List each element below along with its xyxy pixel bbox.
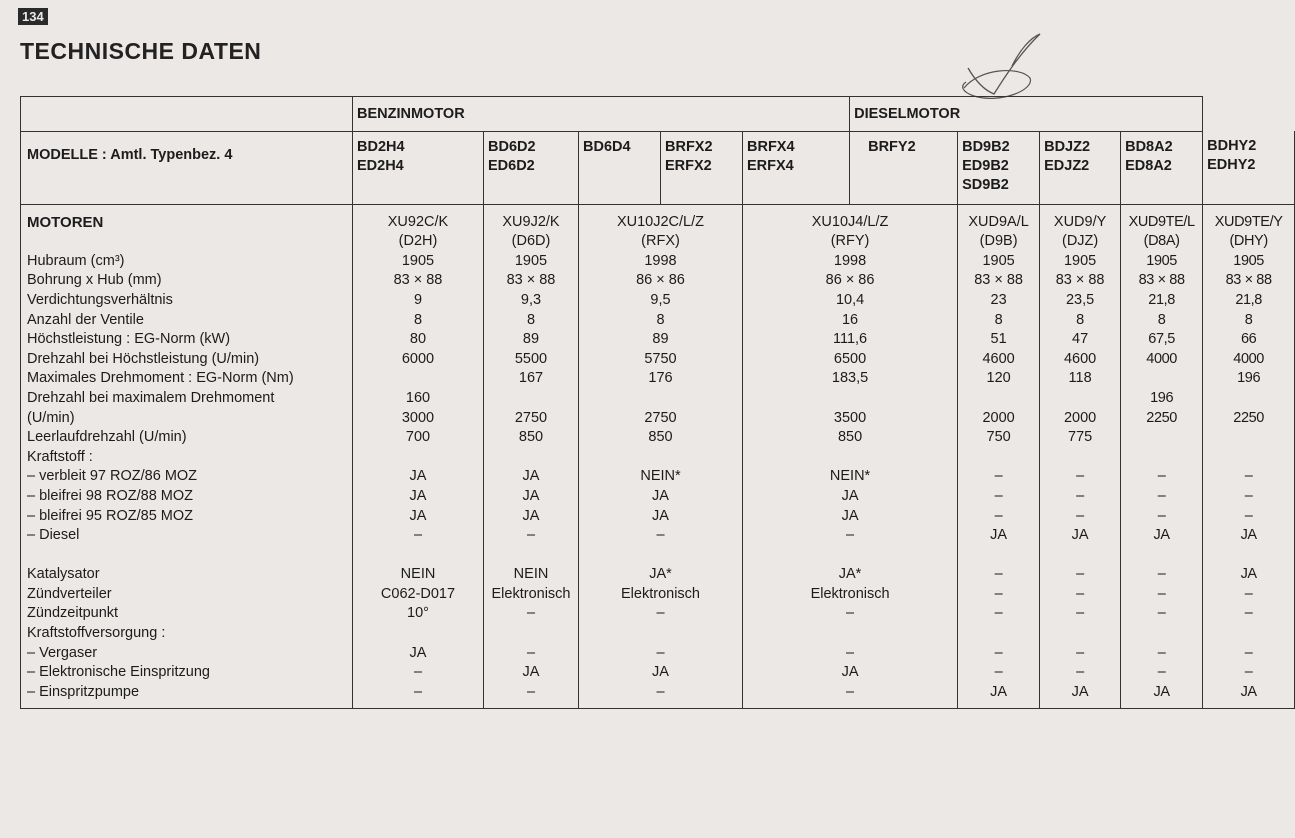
value-cell: JA [1071,527,1089,544]
value-cell: – [656,527,665,544]
value-cell: – [1244,487,1253,504]
row-label: Kraftstoffversorgung : [27,625,166,642]
row-label: Drehzahl bei maximalem Drehmoment [27,389,275,406]
value-cell [1040,624,1120,644]
value-cell: 16 [841,311,859,328]
value-cell: (D6D) [511,233,551,250]
value-cell: 8 [526,311,536,328]
value-cell: – [656,605,665,622]
value-cell: – [1076,468,1085,485]
value-cell [1203,389,1294,409]
row-label [27,232,352,252]
value-cell: – [526,644,536,661]
value-cell: 700 [405,429,431,446]
value-cell [958,546,1039,566]
value-cell: (D8A) [1143,233,1180,250]
model-bdhy2: BDHY2 EDHY2 [1203,131,1295,204]
value-cell [958,389,1039,409]
model-brfy2: BRFY2 [850,131,958,204]
value-cell: 1905 [982,252,1015,269]
row-label: – Einspritzpumpe [27,683,140,700]
value-cell: – [1076,605,1085,622]
row-label: – verbleit 97 ROZ/86 MOZ [27,468,198,485]
value-cell: (DJZ) [1061,233,1099,250]
value-cell: XU10J2C/L/Z [616,213,705,230]
value-cell: 2750 [644,409,677,426]
value-cell: – [994,644,1003,661]
value-cell: – [1076,566,1085,583]
value-cell: 4000 [1233,350,1264,367]
value-cell: 850 [837,429,863,446]
value-cell: NEIN [513,566,549,583]
value-cell [958,624,1039,644]
value-cell: – [1076,664,1085,681]
value-cell: – [656,644,665,661]
value-cell [1203,448,1294,468]
value-cell [1203,624,1294,644]
value-cell: 89 [522,331,540,348]
value-cell: 5500 [514,350,548,367]
row-label: Katalysator [27,566,100,583]
value-cell: 83 × 88 [1225,272,1272,289]
value-cell: 51 [990,331,1007,348]
value-cell: – [1244,507,1253,524]
value-cell: XUD9TE/L [1128,213,1195,230]
page-number: 134 [18,8,48,25]
value-cell: C062-D017 [380,585,456,602]
value-cell: – [846,605,855,622]
value-cell: 10,4 [835,291,865,308]
value-cell: 83 × 88 [1055,272,1105,289]
value-cell: – [413,664,423,681]
value-cell: – [994,664,1003,681]
value-cell: 1905 [401,252,435,269]
value-cell [579,448,742,468]
value-cell [958,448,1039,468]
value-cell: – [1157,605,1166,622]
value-cell: 850 [648,429,673,446]
row-label: Maximales Drehmoment : EG-Norm (Nm) [27,370,294,387]
value-cell: 8 [1244,311,1253,328]
value-cell [484,389,578,409]
value-cell: 9,3 [520,291,542,308]
value-cell: 80 [409,331,427,348]
value-cell [743,389,957,409]
value-cell: – [1076,644,1085,661]
model-bd6d2: BD6D2 ED6D2 [484,131,579,204]
value-cell: 2250 [1146,409,1177,426]
value-cell: JA [841,487,859,504]
row-label: Zündverteiler [27,585,112,602]
value-cell: 1905 [1233,252,1264,269]
value-cell: JA [522,487,540,504]
value-cell: 86 × 86 [636,272,685,289]
value-cell: NEIN* [640,468,681,485]
value-cell: 4600 [982,350,1015,367]
value-cell: 3500 [833,409,867,426]
value-cell [1203,546,1294,566]
row-label: Anzahl der Ventile [27,311,144,328]
value-cell: – [1244,605,1253,622]
value-cell [579,624,742,644]
row-label: (U/min) [27,409,75,426]
model-bd2h4: BD2H4 ED2H4 [353,131,484,204]
value-cell: 120 [986,370,1011,387]
value-cell [1121,448,1202,468]
value-cell: Elektronisch [621,585,700,602]
page-title: TECHNISCHE DATEN [20,38,262,64]
value-cell: 8 [413,311,423,328]
value-cell: 9 [413,291,423,308]
value-cell: JA [522,468,540,485]
value-cell: – [1076,507,1085,524]
value-cell: 21,8 [1148,291,1175,308]
value-cell: – [656,683,665,700]
value-cell [579,389,742,409]
models-label: MODELLE : Amtl. Typenbez. 4 [21,131,353,204]
value-cell: 10° [407,605,429,622]
value-cell: Elektronisch [810,585,890,602]
value-cell: 47 [1072,331,1089,348]
value-cell [484,546,578,566]
value-cell: JA [1240,683,1257,700]
value-cell: JA [652,487,669,504]
value-cell: 2000 [982,409,1015,426]
value-cell: 750 [986,429,1011,446]
model-brfx4: BRFX4 ERFX4 [743,131,850,204]
value-cell: JA [1153,527,1170,544]
value-cell: 21,8 [1235,291,1262,308]
value-cell [1121,428,1202,448]
value-cell: – [413,527,423,544]
engine-column-xud9te-l [1121,204,1203,709]
value-cell: 850 [518,429,544,446]
value-cell: XUD9A/L [968,213,1029,230]
value-cell [1040,389,1120,409]
row-label: Kraftstoff : [27,448,93,465]
value-cell: JA* [649,566,672,583]
value-cell: – [846,683,855,700]
value-cell: JA* [838,566,862,583]
value-cell: JA [522,507,540,524]
value-cell: 66 [1240,331,1257,348]
value-cell: 183,5 [831,370,869,387]
engine-column-xu9j2 [484,204,579,709]
row-label: – Vergaser [27,644,98,661]
value-cell: – [994,605,1003,622]
value-cell: 8 [994,311,1003,328]
value-cell: JA [1240,527,1257,544]
row-label: Höchstleistung : EG-Norm (kW) [27,331,231,348]
value-cell: 2250 [1233,409,1264,426]
value-cell: – [994,507,1003,524]
model-bd8a2: BD8A2 ED8A2 [1121,131,1203,204]
value-cell: – [1076,585,1085,602]
value-cell: – [526,605,536,622]
value-cell: 111,6 [832,331,868,348]
model-brfx2: BRFX2 ERFX2 [661,131,743,204]
value-cell: 83 × 88 [974,272,1023,289]
value-cell: – [1244,664,1253,681]
value-cell: 176 [648,370,673,387]
value-cell: – [1157,566,1166,583]
value-cell: – [994,487,1003,504]
value-cell: 4600 [1063,350,1097,367]
value-cell: – [1157,585,1166,602]
value-cell: 8 [656,311,665,328]
value-cell [743,546,957,566]
value-cell: (RFX) [641,233,680,250]
row-label: – Elektronische Einspritzung [27,664,210,681]
value-cell: 83 × 88 [506,272,556,289]
value-cell: XUD9TE/Y [1214,213,1283,230]
value-cell: 9,5 [650,291,671,308]
value-cell: 83 × 88 [1138,272,1185,289]
engine-column-xu92c [353,204,484,709]
value-cell: 167 [518,370,544,387]
value-cell: JA [990,683,1008,700]
row-label: Hubraum (cm³) [27,252,125,269]
value-cell: – [1157,644,1166,661]
value-cell [353,624,483,644]
value-cell: 196 [1237,370,1261,387]
value-cell: (D9B) [979,233,1018,250]
row-label: MOTOREN [27,213,104,231]
engine-column-xu10j2c [579,204,743,709]
value-cell: – [526,527,536,544]
value-cell [743,448,957,468]
value-cell: – [526,683,536,700]
model-bd6d4: BD6D4 [579,131,661,204]
technical-data-table [20,96,1295,709]
value-cell: (D2H) [398,233,438,250]
value-cell: 6500 [833,350,867,367]
row-label: Zündzeitpunkt [27,605,119,622]
group-header-benzin: BENZINMOTOR [353,97,850,132]
row-label: – Diesel [27,527,80,544]
value-cell: 83 × 88 [393,272,443,289]
value-cell: Elektronisch [491,585,571,602]
value-cell: 67,5 [1148,331,1175,348]
engine-column-xu10j4 [743,204,958,709]
value-cell: – [994,585,1003,602]
value-cell: 5750 [644,350,677,367]
model-bdjz2: BDJZ2 EDJZ2 [1040,131,1121,204]
value-cell: JA [409,644,427,661]
row-label [27,546,352,566]
value-cell: JA [409,507,427,524]
value-cell: – [994,566,1003,583]
value-cell [1040,448,1120,468]
value-cell: 23,5 [1065,291,1095,308]
row-label: – bleifrei 95 ROZ/85 MOZ [27,507,193,524]
value-cell: (DHY) [1229,233,1268,250]
value-cell: JA [652,507,669,524]
value-cell: XU9J2/K [502,213,560,230]
value-cell: – [1157,468,1166,485]
model-bd9b2: BD9B2 ED9B2 SD9B2 [958,131,1040,204]
value-cell [1203,428,1294,448]
value-cell: XU92C/K [387,213,449,230]
value-cell [1040,546,1120,566]
value-cell: – [846,644,855,661]
value-cell: – [413,683,423,700]
value-cell [484,448,578,468]
value-cell: JA [409,468,427,485]
engine-column-xud9a [958,204,1040,709]
group-header-diesel: DIESELMOTOR [850,97,1203,132]
value-cell: 89 [652,331,669,348]
value-cell: 8 [1076,311,1085,328]
value-cell: – [1244,468,1253,485]
value-cell: JA [409,487,427,504]
value-cell: – [1157,507,1166,524]
value-cell: – [994,468,1003,485]
value-cell [484,624,578,644]
value-cell: JA [522,664,540,681]
value-cell: XU10J4/L/Z [811,213,889,230]
engine-column-xud9y [1040,204,1121,709]
value-cell [1121,546,1202,566]
value-cell: 2000 [1063,409,1097,426]
value-cell: NEIN* [829,468,871,485]
value-cell: – [1076,487,1085,504]
value-cell: 1905 [1063,252,1097,269]
value-cell: 1998 [644,252,677,269]
value-cell: 3000 [401,409,435,426]
row-label: – bleifrei 98 ROZ/88 MOZ [27,487,193,504]
value-cell: – [1157,664,1166,681]
value-cell: 775 [1068,429,1093,446]
value-cell: XUD9/Y [1053,213,1107,230]
value-cell [1121,624,1202,644]
row-label: Leerlaufdrehzahl (U/min) [27,429,187,446]
value-cell: NEIN [400,566,436,583]
value-cell: 160 [405,389,431,406]
value-cell [353,369,483,389]
value-cell: 8 [1157,311,1166,328]
value-cell: JA [990,527,1008,544]
value-cell: JA [1071,683,1089,700]
row-label: Bohrung x Hub (mm) [27,272,162,289]
value-cell [353,448,483,468]
value-cell: 23 [990,291,1007,308]
value-cell: JA [652,664,669,681]
value-cell: – [846,527,855,544]
value-cell: JA [1153,683,1170,700]
row-label: Verdichtungsverhältnis [27,291,173,308]
value-cell: 1905 [514,252,548,269]
header-blank-cell [21,97,353,132]
row-label: Drehzahl bei Höchstleistung (U/min) [27,350,260,367]
value-cell: 196 [1150,389,1174,406]
value-cell [1121,369,1202,389]
value-cell: JA [1240,566,1257,583]
value-cell: – [1244,585,1253,602]
value-cell: JA [841,507,859,524]
value-cell: 1998 [833,252,867,269]
value-cell: JA [841,664,859,681]
value-cell: 6000 [401,350,435,367]
engine-column-xud9te-y [1203,204,1295,709]
value-cell: 1905 [1146,252,1177,269]
value-cell: 4000 [1146,350,1177,367]
value-cell: 118 [1068,370,1092,387]
value-cell: 86 × 86 [825,272,875,289]
value-cell [353,546,483,566]
value-cell [743,624,957,644]
value-cell: (RFY) [830,233,870,250]
value-cell: – [1157,487,1166,504]
value-cell [579,546,742,566]
value-cell: – [1244,644,1253,661]
value-cell: 2750 [514,409,548,426]
label-column [21,204,353,709]
